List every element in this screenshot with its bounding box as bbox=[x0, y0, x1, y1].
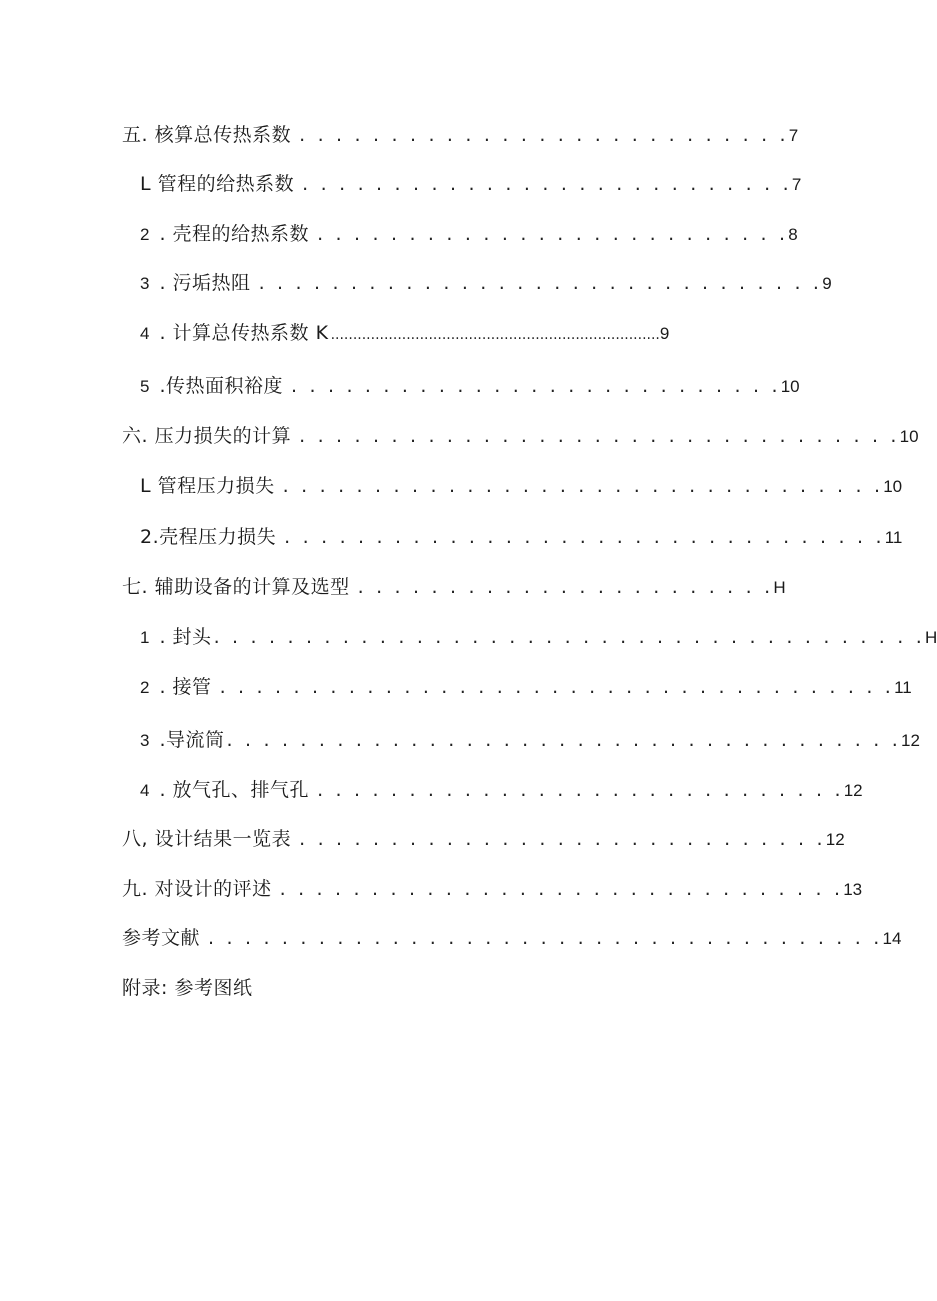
toc-entry-guide-shell[interactable] bbox=[140, 725, 920, 755]
toc-entry-label: L 管程的给热系数 bbox=[140, 173, 295, 195]
toc-page-number: 14 bbox=[882, 929, 902, 948]
toc-entry-label: 五. 核算总传热系数 bbox=[122, 124, 292, 146]
toc-leader: . . . . . . . . . . . . . . . . . . . . . . . . . . . . . . . . . . . . . bbox=[208, 927, 883, 949]
toc-leader: . . . . . . . . . . . . . . . . . . . . . . . . . . . . . . . bbox=[258, 272, 823, 294]
toc-entry-shell-side-coefficient[interactable] bbox=[140, 219, 798, 249]
toc-entry-label: . 计算总传热系数 K bbox=[159, 322, 329, 344]
toc-entry-number: 1 bbox=[140, 628, 150, 647]
toc-entry-shell-side-pressure-loss[interactable] bbox=[140, 522, 902, 552]
toc-entry-label: 九. 对设计的评述 bbox=[122, 878, 272, 900]
toc-page-number: 10 bbox=[883, 477, 903, 496]
toc-page-number: 9 bbox=[659, 324, 670, 343]
toc-entry-head[interactable] bbox=[140, 622, 937, 652]
toc-page-number: 12 bbox=[843, 781, 863, 800]
toc-leader: . . . . . . . . . . . . . . . . . . . . . . . . . . bbox=[317, 223, 789, 245]
toc-entry-tube-side-pressure-loss[interactable] bbox=[140, 471, 902, 501]
toc-leader: . . . . . . . . . . . . . . . . . . . . . . . . . . . . . . . . . . . . . bbox=[226, 729, 902, 751]
toc-leader: . . . . . . . . . . . . . . . . . . . . . . . . . . . . . . . . . bbox=[282, 475, 884, 497]
toc-page-number: H bbox=[925, 628, 937, 647]
toc-entry-label: L 管程压力损失 bbox=[140, 475, 275, 497]
toc-entry-appendix[interactable] bbox=[122, 973, 252, 1003]
toc-entry-label: . 壳程的给热系数 bbox=[159, 223, 310, 245]
toc-entry-number: 4 bbox=[140, 781, 150, 800]
toc-leader: . . . . . . . . . . . . . . . . . . . . . . . . . . . . . . . . . bbox=[284, 526, 885, 548]
toc-entry-vent-drain-holes[interactable] bbox=[140, 775, 863, 805]
toc-entry-chapter-9[interactable] bbox=[122, 874, 862, 904]
toc-entry-number: 3 bbox=[140, 731, 150, 750]
toc-entry-references[interactable] bbox=[122, 923, 901, 953]
toc-entry-label: . 封头 bbox=[159, 626, 212, 648]
toc-entry-tube-side-coefficient[interactable] bbox=[140, 169, 801, 199]
toc-leader: . . . . . . . . . . . . . . . . . . . . . . . . . . . . . bbox=[317, 779, 844, 801]
toc-page-number: 10 bbox=[899, 427, 919, 446]
toc-entry-number: 4 bbox=[140, 324, 150, 343]
toc-leader: . . . . . . . . . . . . . . . . . . . . . . . . . . . . . . . . . . . . . . . bbox=[213, 626, 926, 648]
toc-entry-label: .传热面积裕度 bbox=[159, 375, 284, 397]
toc-entry-label: 七. 辅助设备的计算及选型 bbox=[122, 576, 350, 598]
toc-page-number: 11 bbox=[894, 678, 912, 697]
toc-entry-fouling-resistance[interactable] bbox=[140, 268, 832, 298]
toc-entry-area-margin[interactable] bbox=[140, 371, 800, 401]
toc-entry-number: 2 bbox=[140, 678, 150, 697]
toc-entry-nozzle[interactable] bbox=[140, 672, 912, 702]
toc-entry-number: 3 bbox=[140, 274, 150, 293]
toc-leader: . . . . . . . . . . . . . . . . . . . . . . . . . . . . . . . . . . . . . bbox=[219, 676, 895, 698]
toc-page-number: 12 bbox=[825, 830, 845, 849]
toc-page-number: 11 bbox=[884, 528, 903, 547]
toc-entry-label: 八, 设计结果一览表 bbox=[122, 828, 292, 850]
toc-entry-overall-coefficient[interactable] bbox=[140, 318, 669, 348]
toc-leader: . . . . . . . . . . . . . . . . . . . . . . . . . . . . . bbox=[299, 828, 826, 850]
toc-entry-number: 5 bbox=[140, 377, 150, 396]
toc-page-number: 7 bbox=[791, 175, 802, 194]
toc-entry-label: . 接管 bbox=[159, 676, 212, 698]
toc-entry-label: 六. 压力损失的计算 bbox=[122, 425, 292, 447]
toc-entry-chapter-5[interactable] bbox=[122, 120, 798, 150]
toc-entry-chapter-8[interactable] bbox=[122, 824, 845, 854]
toc-entry-chapter-6[interactable] bbox=[122, 421, 919, 451]
toc-entry-label: .导流筒 bbox=[159, 729, 225, 751]
toc-entry-label: 参考文献 bbox=[122, 927, 201, 949]
toc-leader: . . . . . . . . . . . . . . . . . . . . . . . . . . . bbox=[299, 124, 789, 146]
toc-leader: . . . . . . . . . . . . . . . . . . . . . . . . . . . . . . . bbox=[279, 878, 844, 900]
toc-entry-label: . 污垢热阻 bbox=[159, 272, 251, 294]
toc-entry-label: 2.壳程压力损失 bbox=[140, 526, 277, 548]
toc-page-number: 8 bbox=[788, 225, 798, 244]
toc-entry-label: 附录: 参考图纸 bbox=[122, 977, 253, 999]
toc-leader: . . . . . . . . . . . . . . . . . . . . . . . . . . . . . . . . . bbox=[299, 425, 900, 447]
toc-leader: . . . . . . . . . . . . . . . . . . . . . . . . . . . bbox=[302, 173, 792, 195]
toc-leader: .......................................................................... bbox=[330, 327, 660, 343]
toc-page-number: H bbox=[773, 578, 786, 597]
toc-entry-label: . 放气孔、排气孔 bbox=[159, 779, 310, 801]
toc-entry-number: 2 bbox=[140, 225, 150, 244]
toc-page-number: 9 bbox=[822, 274, 832, 293]
toc-leader: . . . . . . . . . . . . . . . . . . . . . . . bbox=[357, 576, 774, 598]
toc-leader: . . . . . . . . . . . . . . . . . . . . . . . . . . . bbox=[291, 375, 781, 397]
toc-page-number: 7 bbox=[788, 126, 799, 145]
toc-page-number: 12 bbox=[901, 731, 920, 750]
toc-page-number: 13 bbox=[843, 880, 863, 899]
toc-page-number: 10 bbox=[780, 377, 800, 396]
toc-entry-chapter-7[interactable] bbox=[122, 572, 786, 602]
